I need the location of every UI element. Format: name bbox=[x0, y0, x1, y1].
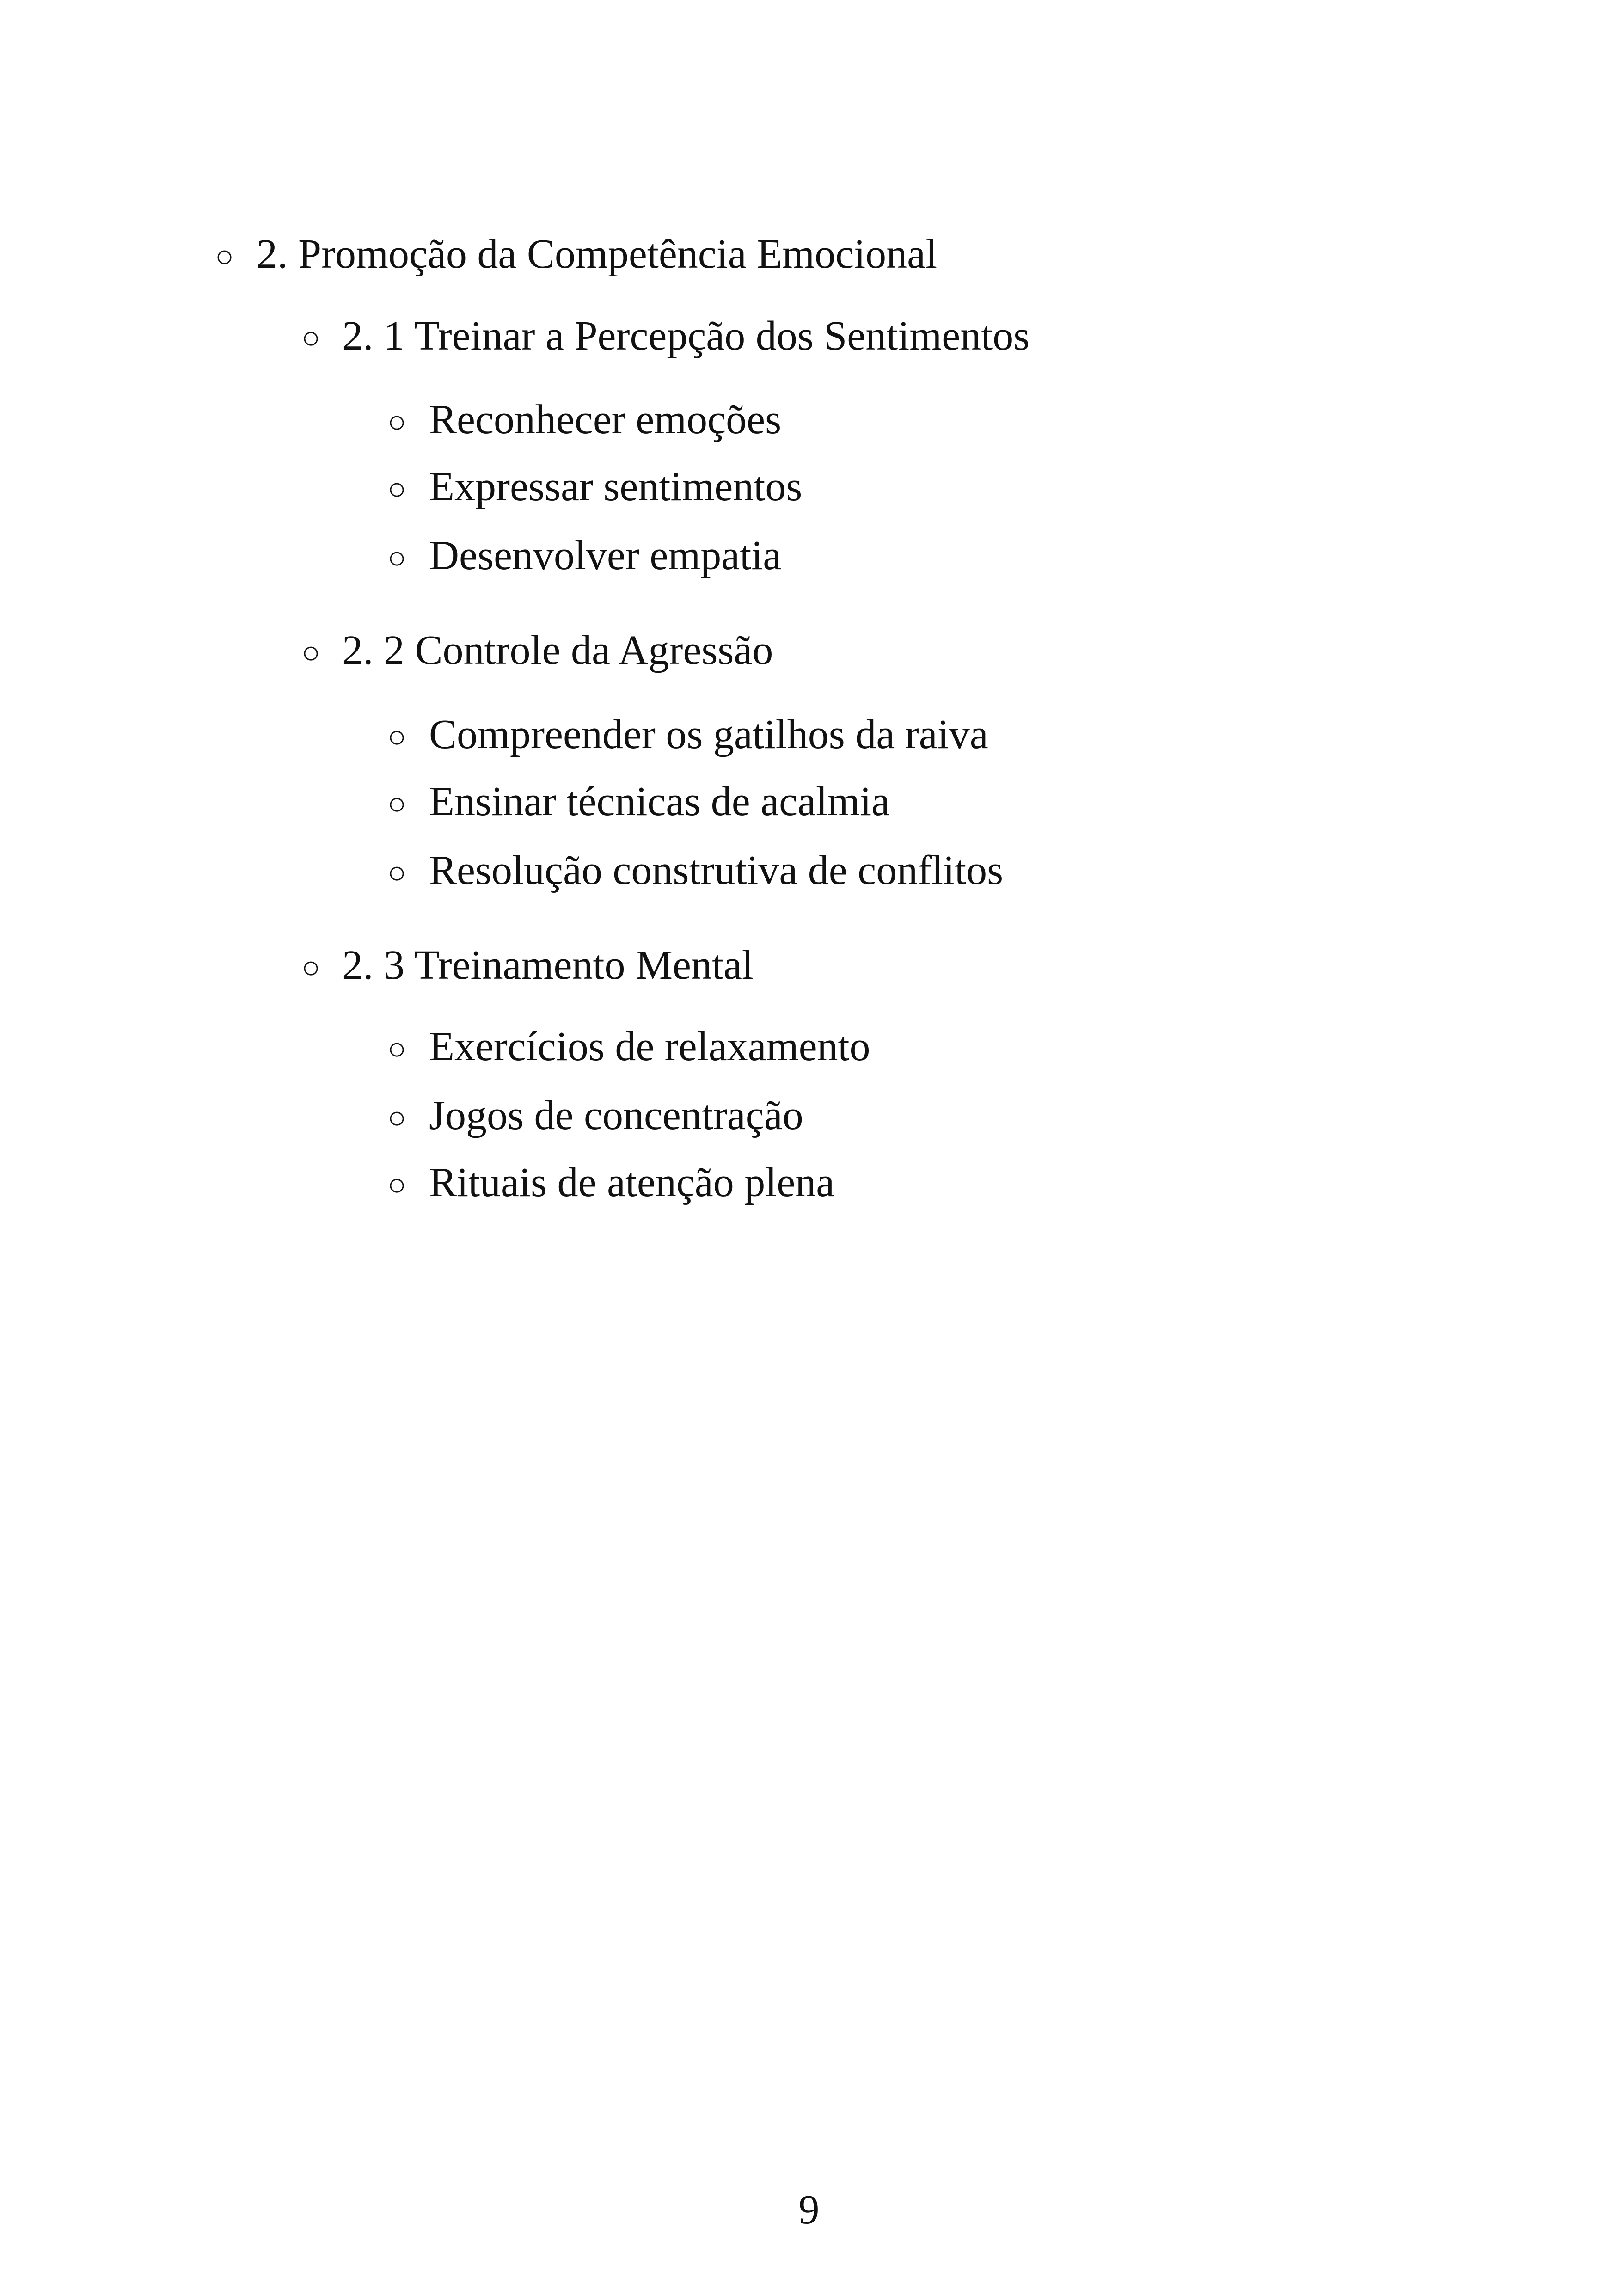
section-title: 2. 2 Controle da Agressão bbox=[342, 627, 773, 673]
bullet-icon: ○ bbox=[387, 404, 407, 439]
section-title: 2. 1 Treinar a Percepção dos Sentimentos bbox=[342, 313, 1030, 359]
bullet-icon: ○ bbox=[387, 855, 407, 890]
bullet-icon: ○ bbox=[301, 950, 321, 985]
list-item: Expressar sentimentos bbox=[429, 464, 803, 510]
outline-title: 2. Promoção da Competência Emocional bbox=[257, 231, 938, 277]
bullet-icon: ○ bbox=[301, 635, 321, 670]
bullet-icon: ○ bbox=[301, 320, 321, 355]
bullet-icon: ○ bbox=[387, 1031, 407, 1066]
list-item: Exercícios de relaxamento bbox=[429, 1024, 870, 1069]
bullet-icon: ○ bbox=[387, 471, 407, 506]
list-item: Desenvolver empatia bbox=[429, 533, 782, 578]
list-item: Reconhecer emoções bbox=[429, 397, 782, 442]
bullet-icon: ○ bbox=[387, 1100, 407, 1135]
bullet-icon: ○ bbox=[387, 1167, 407, 1202]
section-title: 2. 3 Treinamento Mental bbox=[342, 942, 754, 988]
list-item: Jogos de concentração bbox=[429, 1093, 803, 1138]
page-number: 9 bbox=[798, 2187, 820, 2233]
list-item: Ensinar técnicas de acalmia bbox=[429, 779, 890, 824]
bullet-icon: ○ bbox=[387, 786, 407, 821]
list-item: Resolução construtiva de conflitos bbox=[429, 847, 1004, 893]
bullet-icon: ○ bbox=[215, 239, 234, 274]
list-item: Rituais de atenção plena bbox=[429, 1160, 835, 1205]
bullet-icon: ○ bbox=[387, 540, 407, 575]
list-item: Compreender os gatilhos da raiva bbox=[429, 712, 988, 757]
bullet-icon: ○ bbox=[387, 719, 407, 754]
